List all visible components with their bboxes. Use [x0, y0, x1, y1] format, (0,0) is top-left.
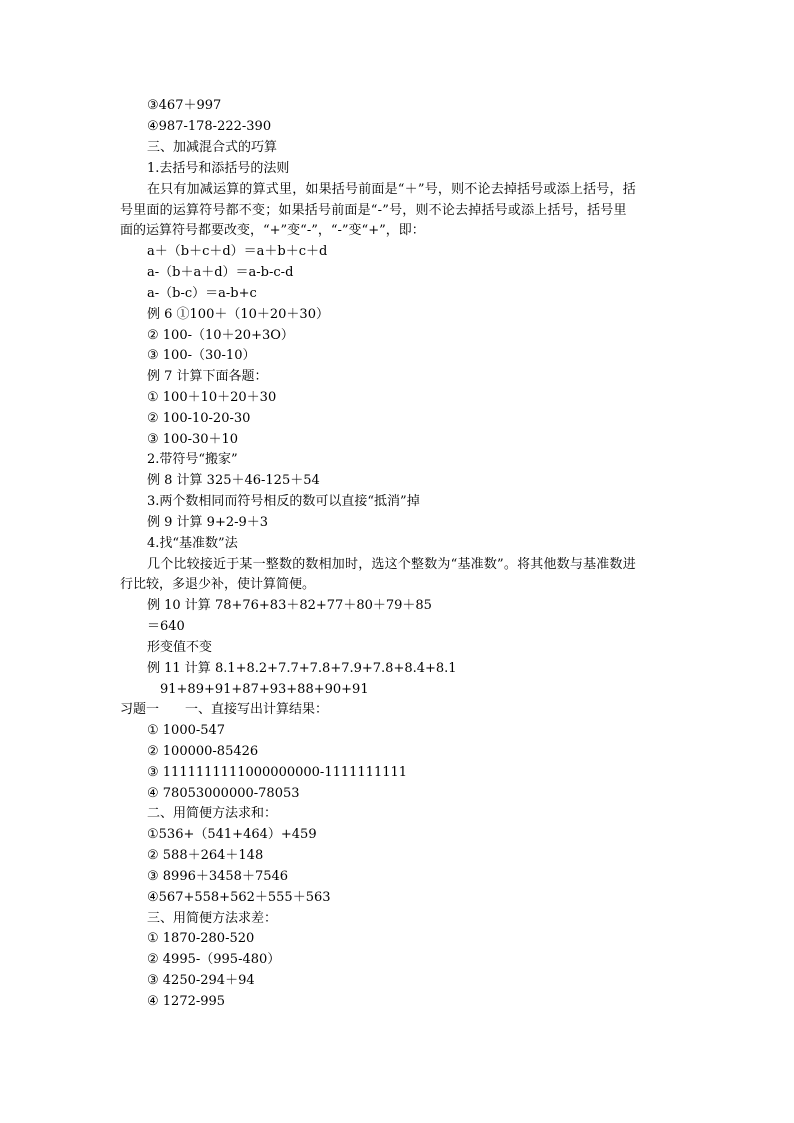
exercise-heading: 三、用简便方法求差： [147, 911, 278, 926]
paragraph-line: 在只有加减运算的算式里，如果括号前面是“＋”号，则不论去掉括号或添上括号，括 [147, 182, 636, 197]
paragraph-line: 号里面的运算符号都不变；如果括号前面是“-”号，则不论去掉括号或添上括号，括号里 [120, 203, 627, 218]
example-line: 例 7 计算下面各题： [147, 369, 268, 384]
exercise-item: ④ 1272-995 [147, 994, 226, 1009]
example-line: ① 100＋10＋20＋30 [147, 390, 277, 405]
exercise-item: ③ 1111111111000000000-1111111111 [147, 765, 408, 780]
exercise-item: ① 1870-280-520 [147, 931, 255, 946]
exercise-item: ③ 4250-294＋94 [147, 973, 255, 988]
example-line: ＝640 [147, 619, 185, 634]
exercise-heading: 习题一 一、直接写出计算结果： [120, 702, 329, 717]
example-line: 例 9 计算 9+2-9＋3 [147, 515, 269, 530]
paragraph-line: 几个比较接近于某一整数的数相加时，选这个整数为“基准数”。将其他数与基准数进 [147, 557, 636, 572]
example-line: 形变值不变 [147, 640, 213, 655]
exercise-item: ③ 8996＋3458＋7546 [147, 869, 289, 884]
example-line: 例 8 计算 325＋46-125＋54 [147, 473, 320, 488]
subsection-heading: 1.去括号和添括号的法则 [147, 161, 290, 176]
exercise-heading: 二、用简便方法求和： [147, 806, 278, 821]
example-line: ③ 100-（30-10） [147, 348, 256, 363]
exercise-item: ② 4995-（995-480） [147, 952, 281, 967]
exercise-item: ④ 78053000000-78053 [147, 786, 300, 801]
subsection-heading: 2.带符号“搬家” [147, 452, 238, 467]
example-line: ② 100-（10＋20+3O） [147, 328, 294, 343]
formula-line: a＋（b＋c＋d）＝a＋b＋c＋d [147, 244, 328, 259]
exercise-item: ① 1000-547 [147, 723, 226, 738]
example-line: 91+89+91+87+93+88+90+91 [160, 682, 369, 697]
example-line: 例 10 计算 78+76+83＋82+77＋80＋79＋85 [147, 598, 432, 613]
subsection-heading: 3.两个数相同而符号相反的数可以直接“抵消”掉 [147, 494, 420, 509]
section-heading: 三、加减混合式的巧算 [147, 140, 278, 155]
text-line: ④987-178-222-390 [147, 119, 272, 134]
subsection-heading: 4.找“基准数”法 [147, 536, 238, 551]
example-line: ② 100-10-20-30 [147, 411, 251, 426]
formula-line: a-（b＋a＋d）＝a-b-c-d [147, 265, 294, 280]
example-line: 例 6 ①100＋（10＋20＋30） [147, 307, 329, 322]
example-line: ③ 100-30＋10 [147, 432, 239, 447]
exercise-item: ④567+558+562＋555＋563 [147, 890, 331, 905]
exercise-item: ①536+（541+464）+459 [147, 827, 317, 842]
paragraph-line: 面的运算符号都要改变，“+”变“-”，“-”变“+”，即： [120, 223, 425, 238]
text-line: ③467＋997 [147, 98, 222, 113]
exercise-item: ② 588＋264＋148 [147, 848, 264, 863]
example-line: 例 11 计算 8.1+8.2+7.7+7.8+7.9+7.8+8.4+8.1 [147, 661, 457, 676]
formula-line: a-（b-c）＝a-b+c [147, 286, 257, 301]
paragraph-line: 行比较，多退少补，使计算简便。 [120, 577, 316, 592]
exercise-item: ② 100000-85426 [147, 744, 259, 759]
